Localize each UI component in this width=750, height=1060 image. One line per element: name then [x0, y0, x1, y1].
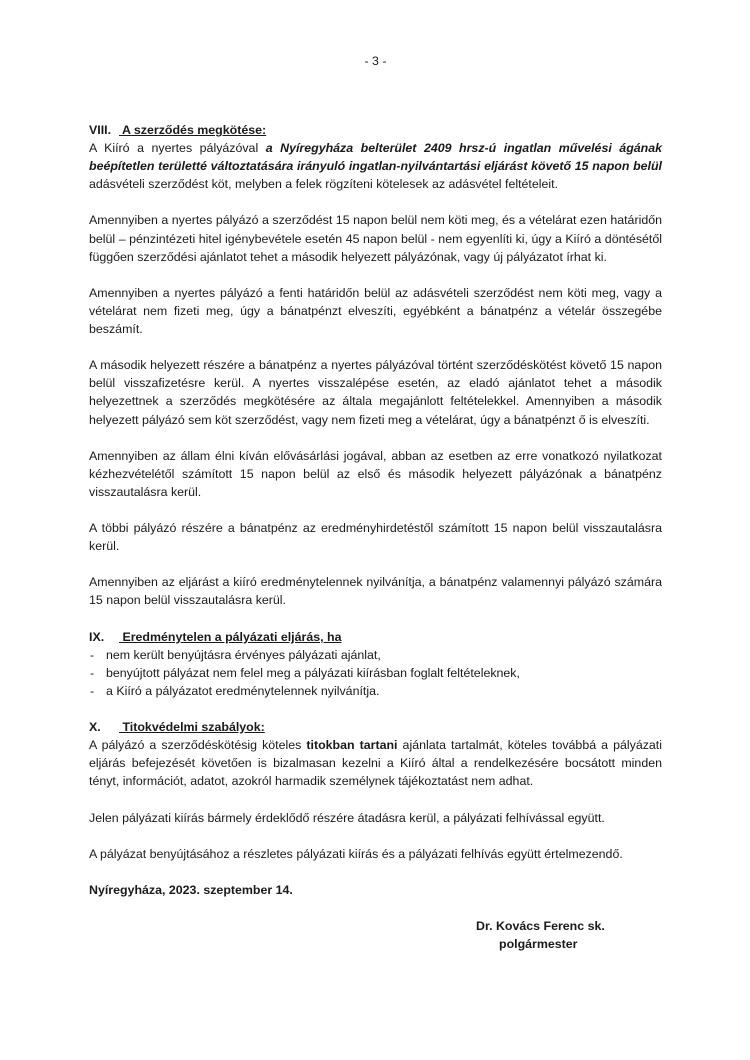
paragraph: A pályázat benyújtásához a részletes pályázati kiírás és a pályázati felhívás együtt értelmezendő. [89, 846, 623, 861]
list-item: - a Kiíró a pályázatot eredménytelennek nyilvánítja. [89, 682, 662, 700]
signatory-name: Dr. Kovács Ferenc sk. [476, 919, 605, 934]
paragraph: Amennyiben az eljárást a kiíró eredménytelennek nyilvánítja, a bánatpénz valamennyi pályázó számára 15 napon belül visszautalásra kerül. [89, 575, 662, 608]
section-title: A szerződés megkötése: [121, 123, 267, 137]
section-heading-x [89, 718, 662, 736]
signatory-title: polgármester [499, 937, 578, 952]
paragraph [89, 736, 662, 790]
paragraph: Jelen pályázati kiírás bármely érdeklődő részére átadásra kerül, a pályázati felhívással együtt. [89, 810, 605, 825]
paragraph: Amennyiben az állam élni kíván elővásárlási jogával, abban az esetben az erre vonatkozó nyilatkozat kézhezvételétől számított 15 napon belül az első és második helyezett pályázónak a bánatpénz visszautalásra kerül. [89, 448, 662, 499]
paragraph: Amennyiben a nyertes pályázó a szerződést 15 napon belül nem köti meg, és a vételárat ezen határidőn belül – pénzintézeti hitel igénybevétele esetén 45 napon belül - nem egyenlíti ki, úgy a Kiíró a döntésétől függően szerződési ajánlatot tehet a második helyezett pályázónak, vagy új pályázatot írhat ki. [89, 213, 662, 264]
text: A pályázó a szerződéskötésig köteles [89, 738, 307, 753]
section-title: Titokvédelmi szabályok: [122, 720, 265, 735]
list-item: - nem került benyújtásra érvényes pályázati ajánlat, [89, 646, 662, 664]
paragraph: A többi pályázó részére a bánatpénz az eredményhirdetéstől számított 15 napon belül visszautalásra kerül. [89, 521, 662, 554]
text: A Kiíró a nyertes pályázóval [89, 141, 266, 156]
section-number: IX. [89, 629, 105, 644]
section-number: X. [89, 720, 101, 735]
document-body [89, 121, 662, 953]
text: adásvételi szerződést köt, melyben a felek rögzíteni kötelesek az adásvétel feltételeit. [89, 177, 559, 192]
condition-list [89, 646, 662, 700]
text: ajánlata tartalmát, köteles továbbá a pályázati eljárás befejezését követően is bizalmasan kezelni a Kiíró által a rendelkezésére bocsátott minden tényt, információt, adatot, azokról harmadik személynek tájékoztatást nem adhat. [89, 738, 662, 789]
section-heading-viii [89, 121, 662, 139]
place-and-date: Nyíregyháza, 2023. szeptember 14. [89, 882, 293, 897]
emphasis-text: a Nyíregyháza belterület 2409 hrsz-ú ingatlan művelési ágának beépítetlen területté változtatására irányuló ingatlan-nyilvántartási eljárást követő 15 napon belül [89, 141, 663, 174]
signature-block [476, 917, 662, 953]
paragraph: A második helyezett részére a bánatpénz a nyertes pályázóval történt szerződéskötést követő 15 napon belül visszafizetésre kerül. A nyertes visszalépése esetén, az eladó ajánlatot tehet a második helyezettnek a szerződés megkötésére az általa megajánlott feltételekkel. Amennyiben a második helyezett pályázó sem köt szerződést, vagy nem fizeti meg a vételárat, úgy a bánatpénzt ő is elveszíti. [89, 358, 662, 427]
bold-text: titokban tartani [306, 738, 398, 753]
section-title: Eredménytelen a pályázati eljárás, ha [122, 629, 342, 644]
page-number: - 3 - [364, 54, 387, 68]
paragraph: Amennyiben a nyertes pályázó a fenti határidőn belül az adásvételi szerződést nem köti meg, vagy a vételárat nem fizeti meg, úgy a bánatpénzt elveszíti, egyébként a bánatpénz a vételár összegébe beszámít. [89, 285, 662, 337]
paragraph [89, 139, 662, 193]
list-item: - benyújtott pályázat nem felel meg a pályázati kiírásban foglalt feltételeknek, [89, 664, 662, 682]
section-number: VIII. [89, 123, 112, 137]
section-heading-ix [89, 628, 662, 646]
